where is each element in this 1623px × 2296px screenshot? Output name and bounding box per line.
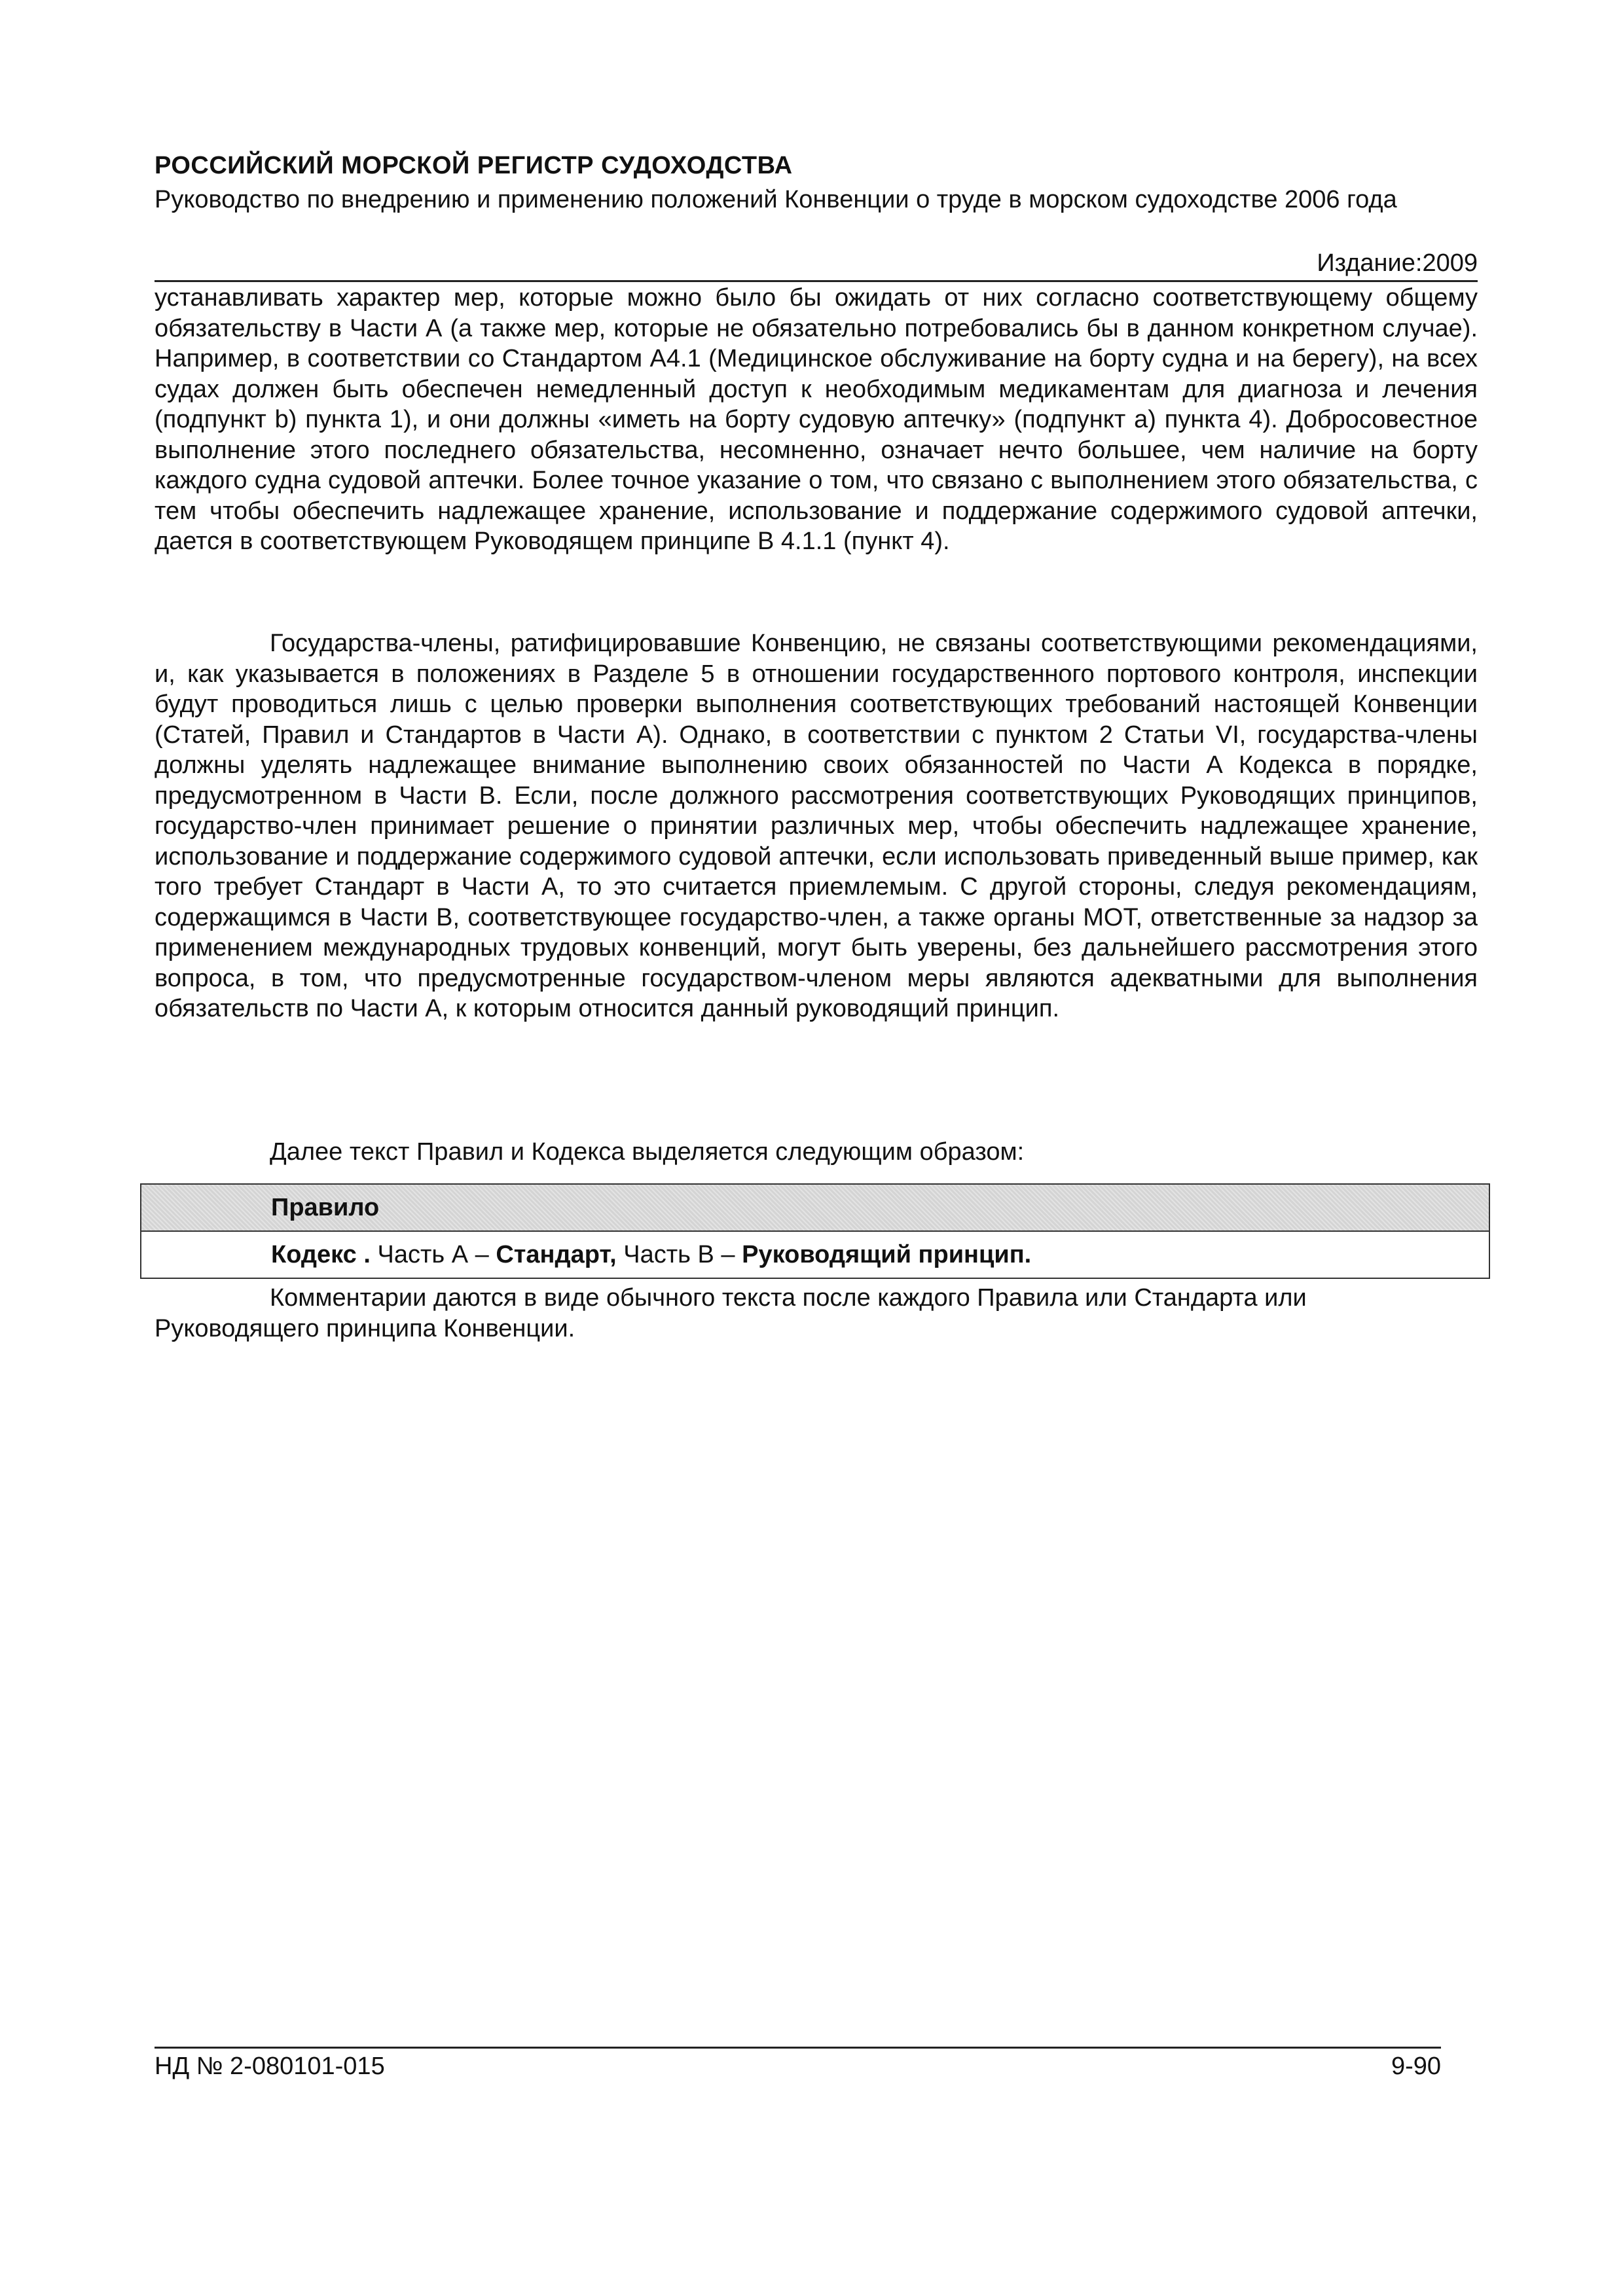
legend-code-label: Кодекс . xyxy=(271,1241,371,1268)
legend-code-row xyxy=(271,1241,1031,1269)
legend-part-a: Часть А – xyxy=(370,1241,496,1268)
body-paragraph-3: Далее текст Правил и Кодекса выделяется следующим образом: xyxy=(270,1138,1025,1166)
legend-part-b: Часть В – xyxy=(616,1241,742,1268)
legend-rule-label: Правило xyxy=(271,1194,380,1221)
formatting-legend-table xyxy=(140,1183,1490,1279)
header-divider xyxy=(155,280,1478,282)
footer-document-number: НД № 2-080101-015 xyxy=(155,2053,385,2080)
edition-label: Издание:2009 xyxy=(1317,249,1478,277)
paragraph-4-line-1: Комментарии даются в виде обычного текста после каждого Правила или Стандарта или xyxy=(270,1284,1307,1312)
paragraph-4-line-2: Руководящего принципа Конвенции. xyxy=(155,1314,575,1342)
legend-rule-row xyxy=(141,1185,1489,1232)
footer-page-number: 9-90 xyxy=(1391,2053,1441,2080)
document-subtitle: Руководство по внедрению и применению положений Конвенции о труде в морском судоходстве 2006 года xyxy=(155,186,1397,213)
footer-divider xyxy=(155,2047,1441,2049)
body-paragraph-2: Государства-члены, ратифицировавшие Конвенцию, не связаны соответствующими рекомендациями, и, как указывается в положениях в Разделе 5 в отношении государственного портового контроля, инспекции будут проводиться лишь с целью проверки выполнения соответствующих требований настоящей Конвенции (Статей, Правил и Стандартов в Части А). Однако, в соответствии с пунктом 2 Статьи VI, государства-члены должны уделять надлежащее внимание выполнению своих обязанностей по Части А Кодекса в порядке, предусмотренном в Части В. Если, после должного рассмотрения соответствующих Руководящих принципов, государство-член принимает решение о принятии различных мер, чтобы обеспечить надлежащее хранение, использование и поддержание содержимого судовой аптечки, если использовать приведенный выше пример, как того требует Стандарт в Части А, то это считается приемлемым. С другой стороны, следуя рекомендациям, содержащимся в Части В, соответствующее государство-член, а также органы МОТ, ответственные за надзор за применением международных трудовых конвенций, могут быть уверены, без дальнейшего рассмотрения этого вопроса, в том, что предусмотренные государством-членом меры являются адекватными для выполнения обязательств по Части А, к которым относится данный руководящий принцип. xyxy=(155,630,1478,1022)
legend-guideline-label: Руководящий принцип. xyxy=(742,1241,1032,1268)
legend-standard-label: Стандарт, xyxy=(496,1241,617,1268)
body-paragraph-1: устанавливать характер мер, которые можно было бы ожидать от них согласно соответствующему общему обязательству в Части А (а также мер, которые не обязательно потребовались бы в данном конкретном случае). Например, в соответствии со Стандартом A4.1 (Медицинское обслуживание на борту судна и на берегу), на всех судах должен быть обеспечен немедленный доступ к необходимым медикаментам для диагноза и лечения (подпункт b) пункта 1), и они должны «иметь на борту судовую аптечку» (подпункт а) пункта 4). Добросовестное выполнение этого последнего обязательства, несомненно, означает нечто большее, чем наличие на борту каждого судна судовой аптечки. Более точное указание о том, что связано с выполнением этого обязательства, с тем чтобы обеспечить надлежащее хранение, использование и поддержание содержимого судовой аптечки, дается в соответствующем Руководящем принципе В 4.1.1 (пункт 4). xyxy=(155,284,1478,555)
document-organization-title: РОССИЙСКИЙ МОРСКОЙ РЕГИСТР СУДОХОДСТВА xyxy=(155,152,793,179)
body-paragraph-4 xyxy=(155,1283,1478,1344)
